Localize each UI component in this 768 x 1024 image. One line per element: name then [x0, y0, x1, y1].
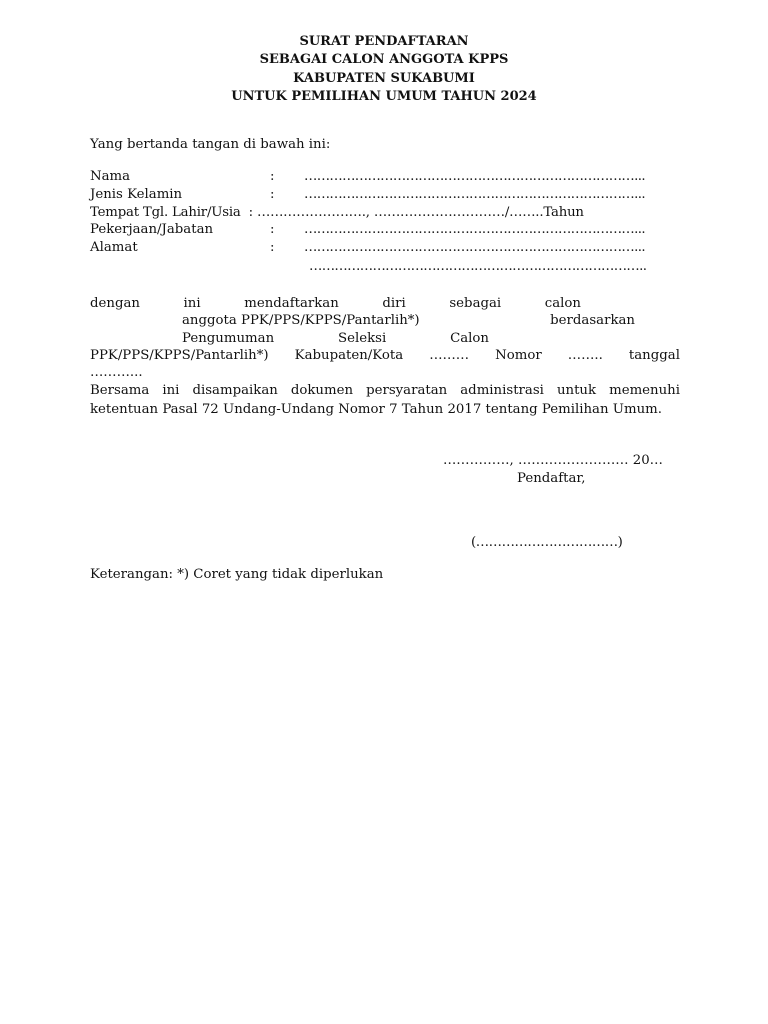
word: dengan: [90, 296, 140, 311]
field-label-nama: Nama: [90, 169, 131, 184]
paragraph2: Bersama ini disampaikan dokumen persyaratan administrasi untuk memenuhi ketentuan Pasal 72 Undang-Undang Nomor 7 Tahun 2017 tentang Pemilihan Umum.: [90, 383, 680, 417]
field-blank-alamat-line2: ……………………………………………………………………..: [309, 259, 647, 274]
field-blank-jenis-kelamin: ……………………………………………………………………...: [304, 187, 645, 202]
word: Pengumuman: [182, 331, 275, 346]
field-tempat-tgl-lahir: Tempat Tgl. Lahir/Usia : ……………………., …………………………/……..Tahun: [90, 205, 584, 220]
word: ………: [429, 348, 470, 363]
paragraph1-row1: [90, 295, 581, 313]
letter-title: SURAT PENDAFTARAN: [299, 34, 469, 49]
field-blank-pekerjaan: ……………………………………………………………………...: [304, 222, 645, 237]
intro-text: Yang bertanda tangan di bawah ini:: [90, 137, 331, 152]
word: berdasarkan: [550, 313, 635, 328]
word: anggota PPK/PPS/KPPS/Pantarlih*): [182, 313, 420, 328]
signature-name-placeholder: (……………………………): [471, 535, 623, 550]
field-colon-alamat: :: [270, 240, 275, 255]
word: Nomor: [495, 348, 542, 363]
word: ini: [183, 296, 201, 311]
field-label-jenis-kelamin: Jenis Kelamin: [90, 187, 183, 202]
word: Kabupaten/Kota: [294, 348, 404, 363]
word: PPK/PPS/KPPS/Pantarlih*): [90, 348, 269, 363]
word: Calon: [450, 331, 489, 346]
paragraph1-row5: ………...: [90, 365, 143, 380]
field-label-pekerjaan: Pekerjaan/Jabatan: [90, 222, 214, 237]
paragraph1-row4: [90, 347, 680, 365]
word: tanggal: [628, 348, 680, 363]
place-date-line: ……………, …….……………… 20…: [443, 453, 663, 468]
word: ……..: [567, 348, 603, 363]
letter-region: KABUPATEN SUKABUMI: [293, 71, 475, 86]
word: sebagai: [449, 296, 502, 311]
paragraph1-row3: [182, 330, 489, 348]
letter-election-year: UNTUK PEMILIHAN UMUM TAHUN 2024: [231, 89, 537, 104]
word: mendaftarkan: [244, 296, 339, 311]
paragraph1-row2: [182, 312, 635, 330]
field-colon-nama: :: [270, 169, 275, 184]
field-colon-jenis-kelamin: :: [270, 187, 275, 202]
field-blank-alamat: ……………………………………………………………………...: [304, 240, 645, 255]
field-blank-nama: ……………………………………………………………………...: [304, 169, 645, 184]
footnote: Keterangan: *) Coret yang tidak diperlukan: [90, 567, 384, 582]
field-colon-pekerjaan: :: [270, 222, 275, 237]
word: diri: [382, 296, 406, 311]
field-label-alamat: Alamat: [90, 240, 138, 255]
word: calon: [544, 296, 581, 311]
word: Seleksi: [337, 331, 387, 346]
signer-role: Pendaftar,: [517, 471, 586, 486]
letter-subtitle: SEBAGAI CALON ANGGOTA KPPS: [259, 52, 509, 67]
